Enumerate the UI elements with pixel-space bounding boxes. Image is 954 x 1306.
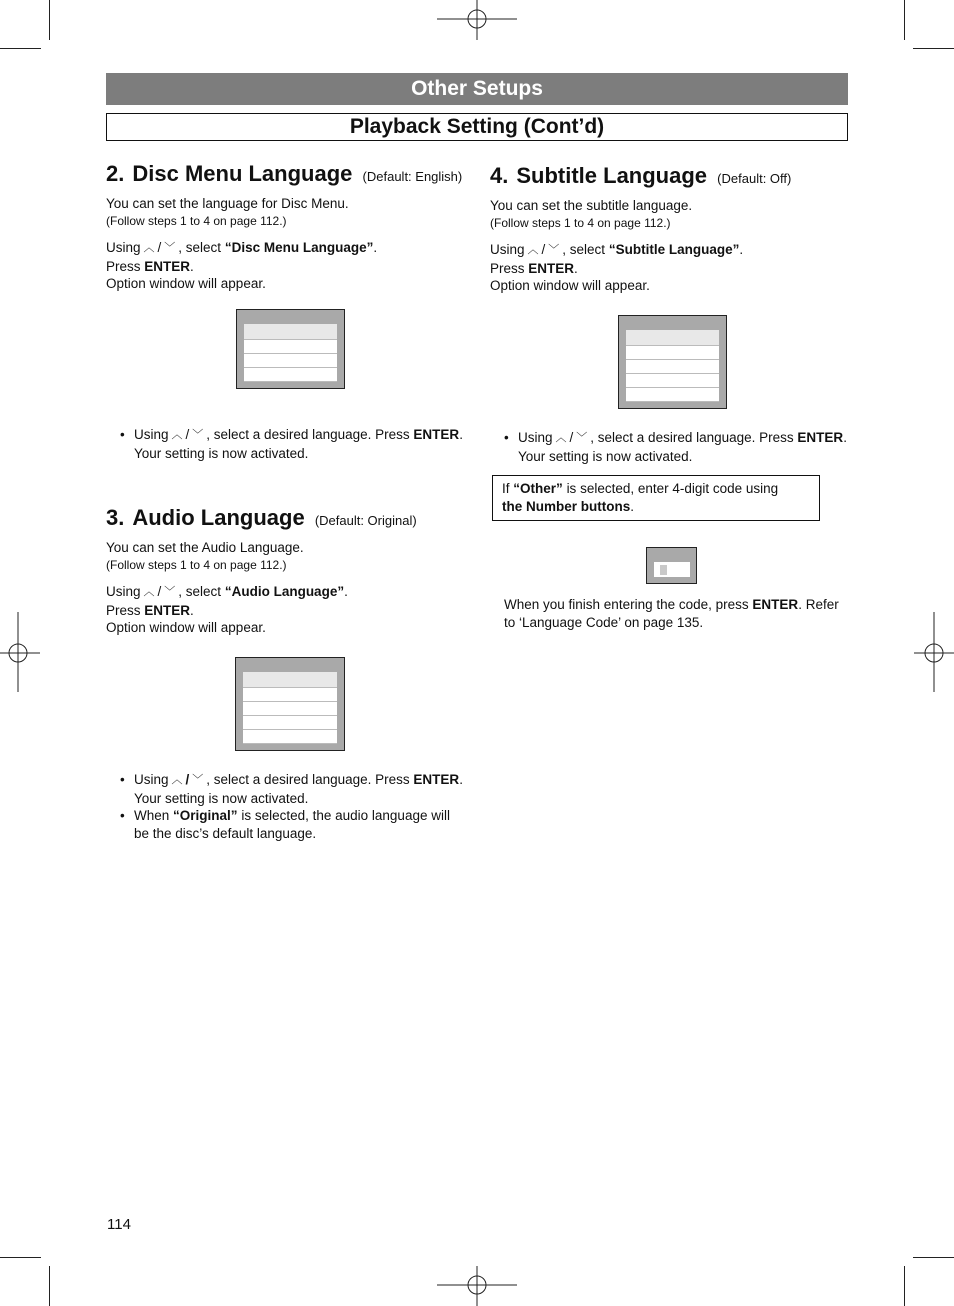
option-row xyxy=(243,730,337,744)
option-row xyxy=(244,354,337,368)
crop-mark xyxy=(0,48,41,49)
crop-mark xyxy=(49,0,50,40)
registration-mark-icon xyxy=(437,0,517,40)
down-arrow-icon: ﹀ xyxy=(164,242,176,254)
code-input-field xyxy=(654,562,690,577)
option-name: “Original” xyxy=(173,808,238,823)
registration-mark-icon xyxy=(437,1266,517,1306)
crop-mark xyxy=(0,1257,41,1258)
cursor xyxy=(660,565,667,575)
option-window xyxy=(236,309,345,389)
note-box: If “Other” is selected, enter 4-digit code using the Number buttons. xyxy=(492,475,820,521)
default-value: (Default: Off) xyxy=(717,171,792,186)
option-row xyxy=(626,346,719,360)
section-heading-audio: 3. Audio Language (Default: Original) xyxy=(106,505,417,530)
up-arrow-icon: ︿ xyxy=(555,432,567,444)
bullet-list: • Using ︿ / ﹀ , select a desired language. Press ENTER. Your setting is now activated. xyxy=(504,430,847,464)
option-row xyxy=(244,368,337,382)
option-window xyxy=(235,657,345,751)
option-row xyxy=(243,672,337,688)
option-name: “Other” xyxy=(513,481,563,496)
default-value: (Default: English) xyxy=(362,169,463,184)
crop-mark xyxy=(913,48,954,49)
option-row xyxy=(626,360,719,374)
code-entry-window xyxy=(646,547,697,584)
enter-key: ENTER xyxy=(144,602,191,618)
section-title: Audio Language xyxy=(132,505,305,530)
chapter-banner: Other Setups xyxy=(106,73,848,105)
crop-mark xyxy=(913,1257,954,1258)
option-window xyxy=(618,315,727,409)
section-body-disc-menu: You can set the language for Disc Menu. (Follow steps 1 to 4 on page 112.) Using ︿ / ﹀ , select “Disc Menu Language”. Press ENTER. Option window will appear. xyxy=(106,196,378,291)
number-buttons-label: the Number buttons xyxy=(502,499,631,514)
section-title: Disc Menu Language xyxy=(132,161,353,186)
option-row xyxy=(243,716,337,730)
down-arrow-icon: ﹀ xyxy=(164,586,176,598)
registration-mark-icon xyxy=(914,612,954,692)
bullet-list: • Using ︿ / ﹀ , select a desired language. Press ENTER. Your setting is now activated. xyxy=(120,427,463,461)
option-row xyxy=(244,324,337,340)
option-row xyxy=(244,340,337,354)
menu-item-name: “Subtitle Language” xyxy=(608,242,740,257)
option-row xyxy=(243,702,337,716)
up-arrow-icon: ︿ xyxy=(143,586,155,598)
enter-key: ENTER xyxy=(413,772,460,787)
section-body-audio: You can set the Audio Language. (Follow steps 1 to 4 on page 112.) Using ︿ / ﹀ , select “Audio Language”. Press ENTER. Option window will appear. xyxy=(106,540,348,635)
up-arrow-icon: ︿ xyxy=(171,774,183,786)
down-arrow-icon: ﹀ xyxy=(576,432,588,444)
option-row xyxy=(626,374,719,388)
menu-item-name: “Disc Menu Language” xyxy=(224,240,374,255)
down-arrow-icon: ﹀ xyxy=(548,244,560,256)
default-value: (Default: Original) xyxy=(314,513,417,528)
up-arrow-icon: ︿ xyxy=(143,242,155,254)
option-row xyxy=(626,330,719,346)
enter-key: ENTER xyxy=(797,430,844,445)
bullet: • xyxy=(504,430,509,445)
up-arrow-icon: ︿ xyxy=(171,429,183,441)
enter-key: ENTER xyxy=(528,260,575,276)
finish-instructions: When you finish entering the code, press ENTER. Refer to ‘Language Code’ on page 135. xyxy=(504,597,839,630)
page-title: Playback Setting (Cont’d) xyxy=(106,113,848,141)
up-arrow-icon: ︿ xyxy=(527,244,539,256)
bullet: • xyxy=(120,808,125,823)
down-arrow-icon: ﹀ xyxy=(192,429,204,441)
enter-key: ENTER xyxy=(413,427,460,442)
crop-mark xyxy=(904,0,905,40)
section-heading-disc-menu: 2. Disc Menu Language (Default: English) xyxy=(106,161,463,186)
registration-mark-icon xyxy=(0,612,40,692)
enter-key: ENTER xyxy=(752,597,799,612)
section-title: Subtitle Language xyxy=(516,163,708,188)
option-row xyxy=(243,688,337,702)
bullet: • xyxy=(120,427,125,442)
section-heading-subtitle: 4. Subtitle Language (Default: Off) xyxy=(490,163,792,188)
page-number: 114 xyxy=(107,1216,131,1233)
down-arrow-icon: ﹀ xyxy=(192,774,204,786)
bullet-list: • Using ︿ / ﹀ , select a desired language. Press ENTER. Your setting is now activated. • When “Original” is selected, the audio language will be the disc’s default language. xyxy=(120,772,463,841)
section-body-subtitle: You can set the subtitle language. (Follow steps 1 to 4 on page 112.) Using ︿ / ﹀ , select “Subtitle Language”. Press ENTER. Option window will appear. xyxy=(490,198,744,293)
crop-mark xyxy=(904,1266,905,1306)
crop-mark xyxy=(49,1266,50,1306)
menu-item-name: “Audio Language” xyxy=(224,584,345,599)
bullet: • xyxy=(120,772,125,787)
enter-key: ENTER xyxy=(144,258,191,274)
option-row xyxy=(626,388,719,402)
